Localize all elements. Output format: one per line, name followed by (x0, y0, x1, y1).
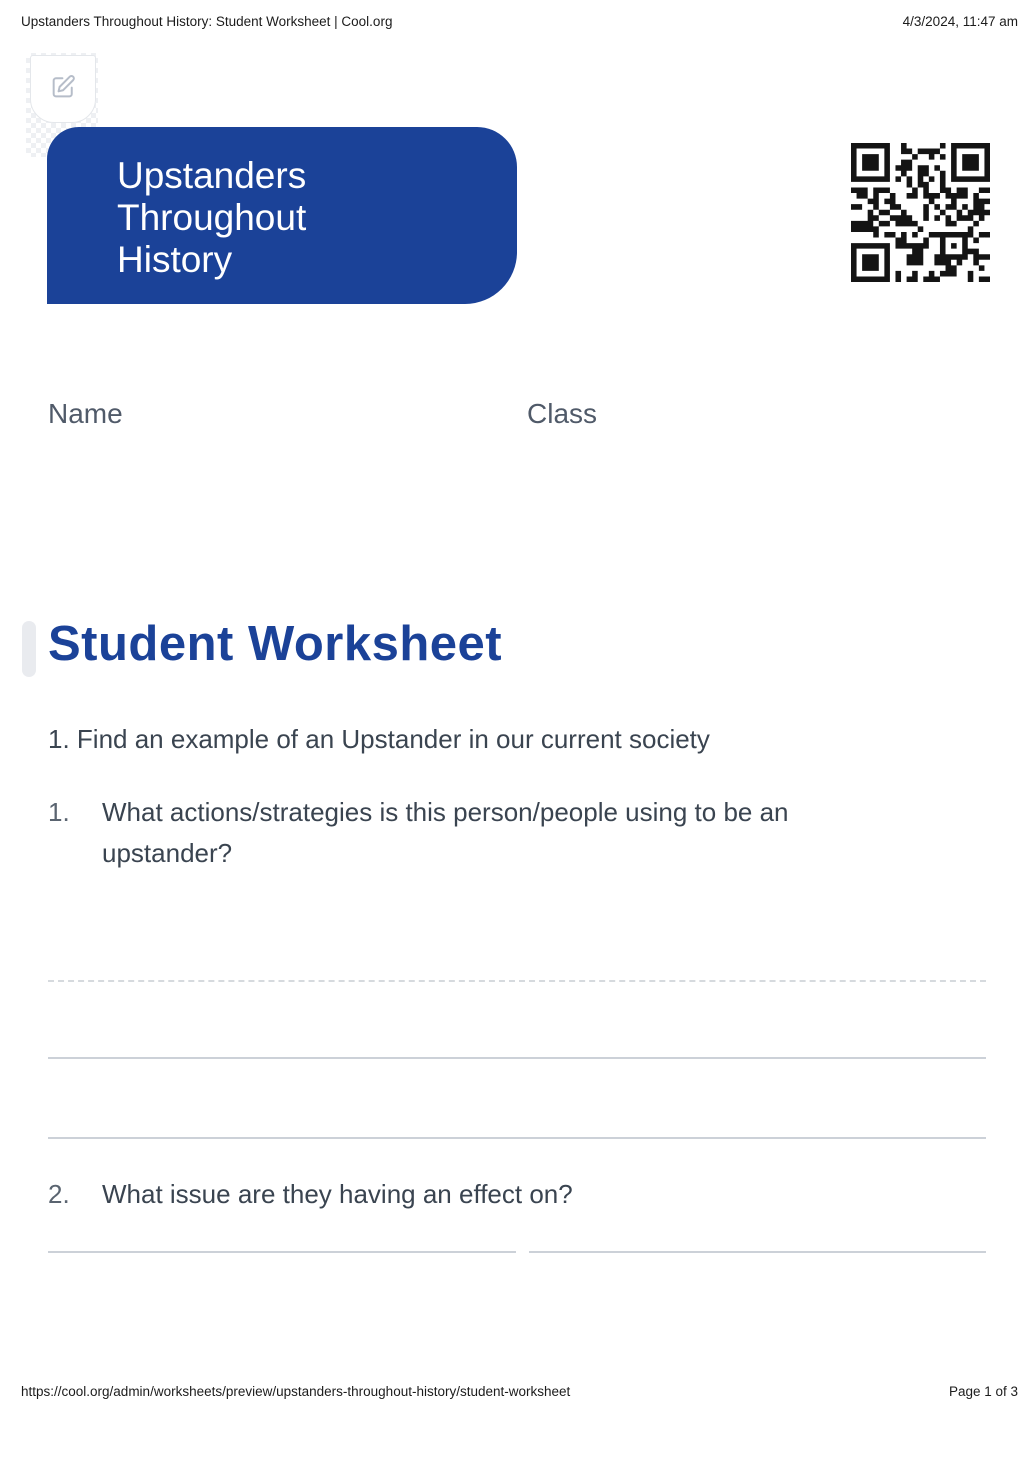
answer-line (48, 1251, 516, 1253)
answer-line (48, 1057, 986, 1059)
worksheet-banner (47, 127, 517, 304)
print-footer-page-info: Page 1 of 3 (948, 1384, 1018, 1399)
question-heading: 1. Find an example of an Upstander in our current society (48, 724, 710, 754)
qr-code-image (851, 143, 990, 282)
list-item-number: 2. (48, 1179, 70, 1209)
answer-line (48, 980, 986, 982)
print-footer-url: https://cool.org/admin/worksheets/preview/upstanders-throughout-history/student-worksheet (21, 1384, 571, 1399)
page-title: Student Worksheet (48, 617, 503, 671)
answer-line (48, 1137, 986, 1139)
edit-button[interactable] (30, 55, 96, 123)
banner-title: Upstanders Throughout History (117, 155, 307, 280)
print-header-datetime: 4/3/2024, 11:47 am (902, 14, 1018, 29)
class-field-label: Class (527, 398, 598, 429)
list-item-text: What issue are they having an effect on? (102, 1179, 573, 1209)
name-field-label: Name (48, 398, 123, 429)
list-item-text: What actions/strategies is this person/people using to be an upstander? (102, 797, 789, 868)
heading-accent-bar (22, 621, 36, 677)
print-header-title: Upstanders Throughout History: Student Worksheet | Cool.org (21, 14, 393, 29)
list-item-number: 1. (48, 797, 70, 827)
edit-icon (49, 73, 77, 106)
answer-line (529, 1251, 986, 1253)
